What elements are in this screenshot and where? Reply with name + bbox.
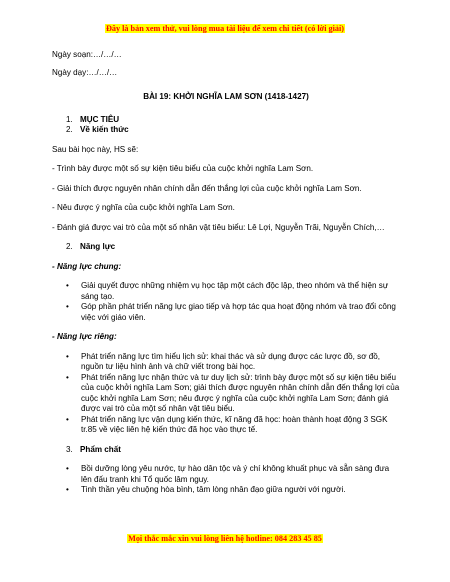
hotline-banner	[0, 534, 450, 543]
section-knowledge	[66, 125, 400, 136]
section-label: MỤC TIÊU	[80, 114, 120, 124]
section-number: 3.	[66, 444, 73, 454]
specific-competence-list	[52, 352, 400, 436]
date-teach: Ngày dạy:…/…/…	[52, 67, 118, 77]
section-competence	[66, 242, 400, 253]
section-label: Về kiến thức	[80, 125, 129, 134]
list-item: • Phát triển năng lực tìm hiểu lịch sử: khai thác và sử dụng được các lược đồ, sơ đồ, nguồn tư liệu hình ảnh và chữ viết trong bài học.	[52, 352, 400, 373]
section-number: 2.	[66, 242, 73, 251]
list-item: • Bồi dưỡng lòng yêu nước, tự hào dân tộc và ý chí không khuất phục và sẵn sàng đưa lên đấu tranh khi Tổ quốc lâm nguy.	[52, 464, 400, 485]
section-number: 1.	[66, 114, 73, 124]
specific-competence-heading: - Năng lực riêng:	[52, 332, 117, 341]
list-item: • Giải quyết được những nhiệm vụ học tập một cách độc lập, theo nhóm và thể hiện sự sáng tạo.	[52, 281, 400, 302]
section-label: Năng lực	[80, 242, 116, 251]
section-label: Phẩm chất	[80, 444, 121, 454]
knowledge-item: - Nêu được ý nghĩa của cuộc khởi nghĩa Lam Sơn.	[52, 203, 235, 212]
list-item: • Phát triển năng lực nhận thức và tư duy lịch sử: trình bày được một số sự kiện tiêu biểu của cuộc khởi nghĩa Lam Sơn; giải thích được nguyên nhân chính dẫn đến thắng lợi của cuộc khởi nghĩa Lam Sơn; nêu được ý nghĩa của cuộc khởi nghĩa Lam Sơn; đánh giá được vai trò của một số nhân vật tiêu biểu.	[52, 373, 400, 415]
list-item: • Tinh thần yêu chuộng hòa bình, tâm lòng nhân đạo giữa người với người.	[52, 485, 400, 496]
list-item: • Góp phần phát triển năng lực giao tiếp và hợp tác qua hoạt động nhóm và trao đổi công việc với giáo viên.	[52, 302, 400, 323]
document-page	[52, 50, 400, 496]
knowledge-item: - Giải thích được nguyên nhân chính dẫn đến thắng lợi của cuộc khởi nghĩa Lam Sơn.	[52, 183, 362, 193]
section-objectives	[66, 115, 400, 126]
intro-text: Sau bài học này, HS sẽ:	[52, 144, 139, 154]
date-prepare: Ngày soạn:…/…/…	[52, 50, 122, 59]
general-competence-list	[52, 281, 400, 323]
knowledge-item: - Đánh giá được vai trò của một số nhân vật tiêu biểu: Lê Lợi, Nguyễn Trãi, Nguyễn Chích,…	[52, 222, 385, 232]
preview-banner-text: Đây là bản xem thử, vui lòng mua tài liệu để xem chi tiết (có lời giải)	[105, 24, 344, 33]
section-number: 2.	[66, 125, 73, 134]
list-item: • Phát triển năng lực vận dụng kiến thức, kĩ năng đã học: hoàn thành hoạt động 3 SGK tr.85 về việc liên hệ kiến thức đã học vào thực tế.	[52, 415, 400, 436]
lesson-title: BÀI 19: KHỞI NGHĨA LAM SƠN (1418-1427)	[143, 92, 309, 101]
preview-banner	[0, 24, 450, 33]
knowledge-item: - Trình bày được một số sự kiện tiêu biểu của cuộc khởi nghĩa Lam Sơn.	[52, 164, 314, 173]
hotline-banner-text: Mọi thắc mắc xin vui lòng liên hệ hotline: 084 283 45 85	[128, 534, 322, 543]
general-competence-heading: - Năng lực chung:	[52, 261, 122, 271]
qualities-list	[52, 464, 400, 496]
section-qualities	[66, 445, 400, 456]
